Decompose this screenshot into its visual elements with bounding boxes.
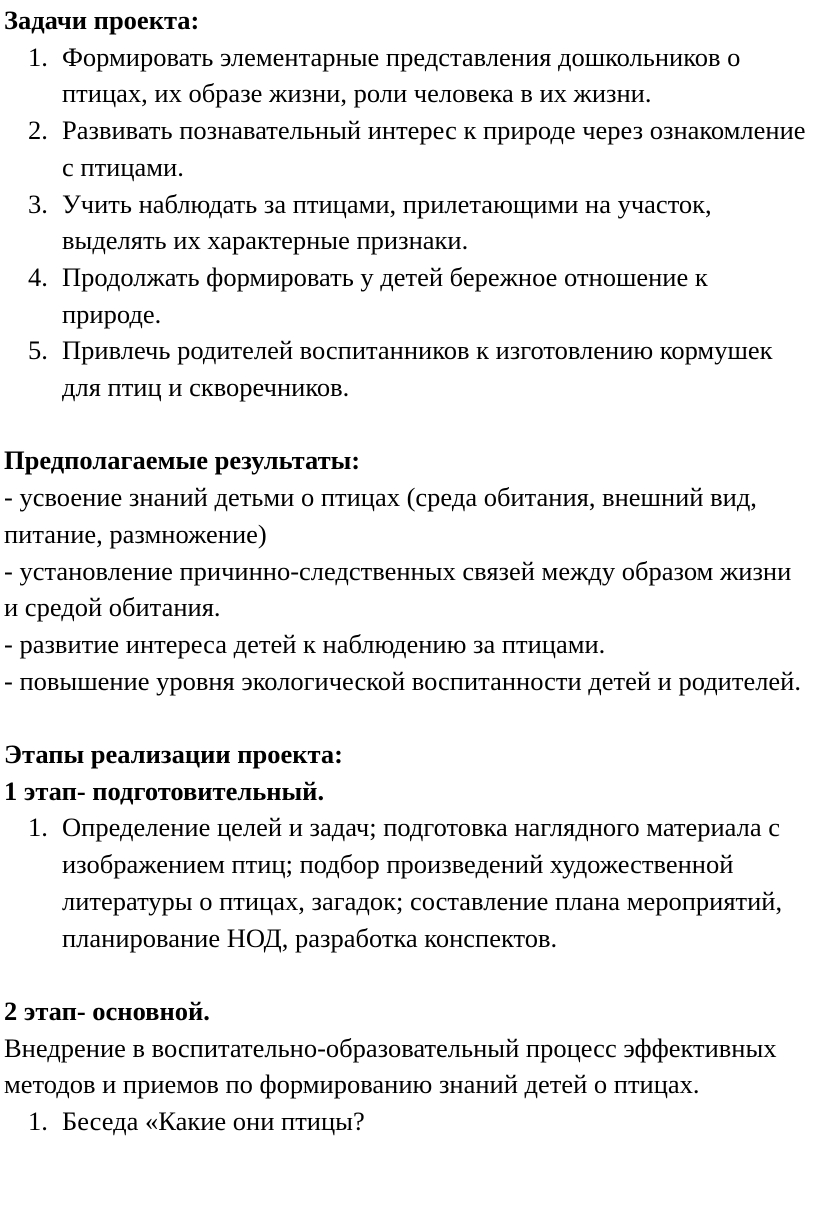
- list-item-number: 4.: [28, 261, 48, 292]
- spacer: [4, 699, 812, 736]
- list-item-text: Привлечь родителей воспитанников к изготовлению кормушек для птиц и скворечников.: [62, 335, 773, 403]
- stage2-heading: 2 этап- основной.: [4, 995, 210, 1026]
- stage2-intro: Внедрение в воспитательно-образовательный процесс эффективных методов и приемов по формированию знаний детей о птицах.: [4, 1032, 777, 1100]
- list-item: [4, 112, 812, 185]
- list-item: [4, 186, 812, 259]
- list-item-number: 1.: [28, 1106, 48, 1137]
- results-heading: Предполагаемые результаты:: [4, 445, 361, 476]
- stage1-heading: 1 этап- подготовительный.: [4, 775, 325, 806]
- result-item: - повышение уровня экологической воспитанности детей и родителей.: [4, 665, 801, 696]
- list-item-number: 1.: [28, 812, 48, 843]
- result-item: - установление причинно-следственных связей между образом жизни и средой обитания.: [4, 555, 792, 623]
- spacer: [4, 956, 812, 993]
- list-item-number: 5.: [28, 335, 48, 366]
- list-item-text: Развивать познавательный интерес к природе через ознакомление с птицами.: [62, 115, 806, 182]
- document-page: [4, 2, 812, 1140]
- tasks-list: [4, 39, 812, 406]
- list-item-text: Формировать элементарные представления дошкольников о птицах, их образе жизни, роли человека в их жизни.: [62, 41, 741, 109]
- result-item: - усвоение знаний детьми о птицах (среда обитания, внешний вид, питание, размножение): [4, 482, 757, 549]
- list-item-number: 2.: [28, 115, 48, 146]
- stage1-list: [4, 809, 812, 956]
- list-item: [4, 1103, 812, 1140]
- list-item-text: Учить наблюдать за птицами, прилетающими на участок, выделять их характерные признаки.: [62, 188, 712, 256]
- list-item: [4, 809, 812, 956]
- result-item: - развитие интереса детей к наблюдению за птицами.: [4, 628, 606, 659]
- list-item: [4, 332, 812, 405]
- stages-heading: Этапы реализации проекта:: [4, 739, 343, 770]
- list-item-number: 3.: [28, 188, 48, 219]
- tasks-heading: Задачи проекта:: [4, 5, 200, 35]
- list-item: [4, 39, 812, 112]
- spacer: [4, 406, 812, 443]
- stage2-list: [4, 1103, 812, 1140]
- list-item-text: Продолжать формировать у детей бережное отношение к природе.: [62, 261, 708, 329]
- list-item: [4, 259, 812, 332]
- list-item-number: 1.: [28, 41, 48, 72]
- list-item-text: Определение целей и задач; подготовка наглядного материала с изображением птиц; подбор произведений художественной литературы о птицах, загадок; составление плана мероприятий, планирование НОД, разработка конспектов.: [62, 812, 783, 953]
- list-item-text: Беседа «Какие они птицы?: [62, 1106, 365, 1137]
